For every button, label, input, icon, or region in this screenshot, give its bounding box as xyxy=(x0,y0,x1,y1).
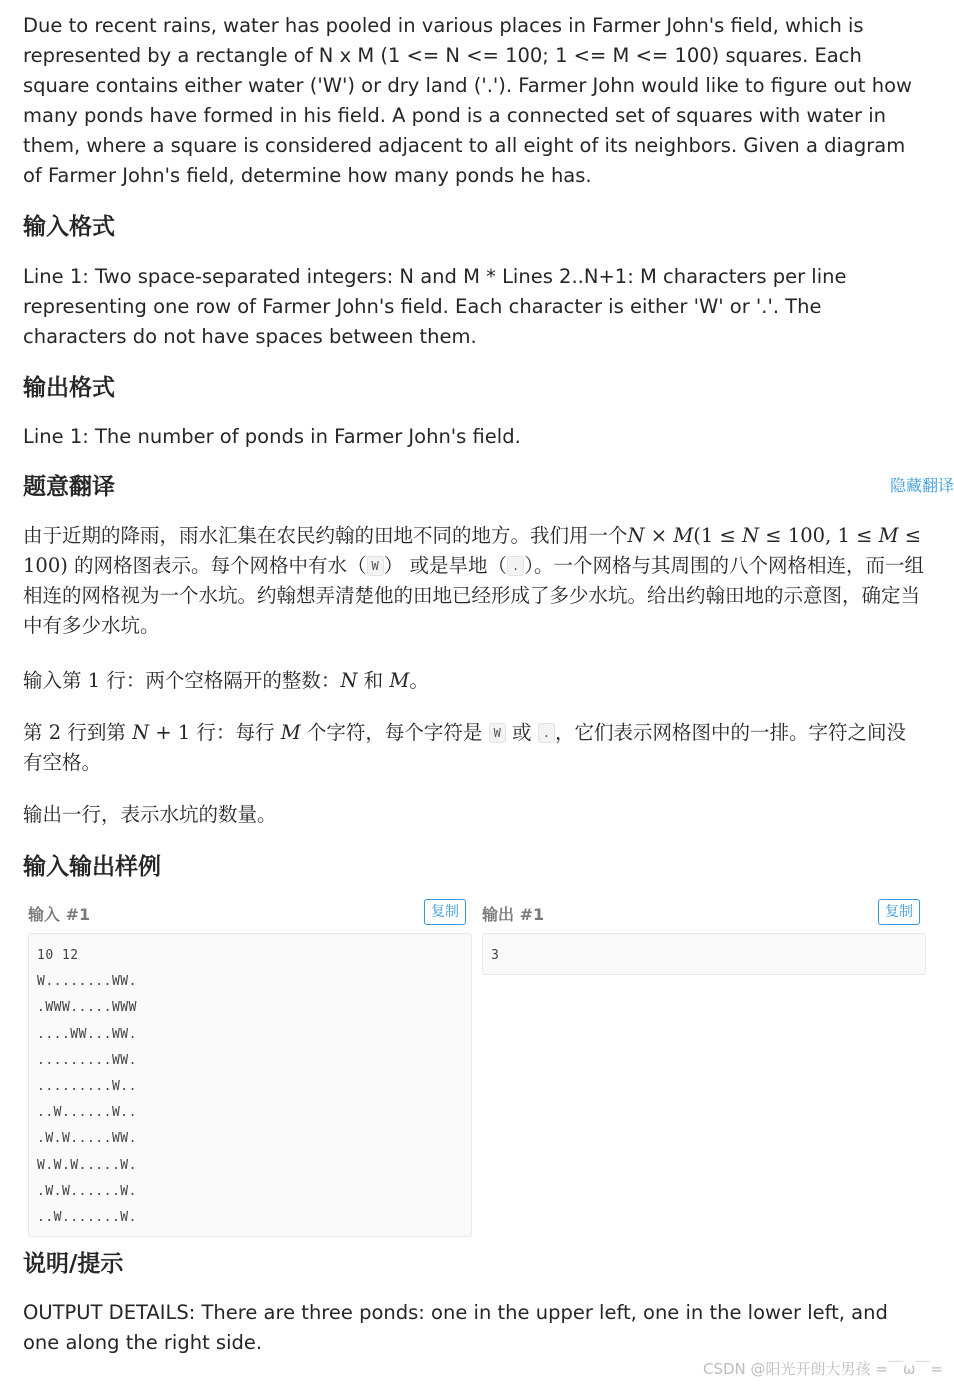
input-line: .........WW. xyxy=(37,1052,137,1068)
water-char-code: W xyxy=(367,556,384,576)
translation-text: 行：两个空格隔开的整数： xyxy=(106,669,341,692)
problem-description: Due to recent rains, water has pooled in various places in Farmer John's field, which is represented by a rectangle of N x M (1 <= N <= 100; 1 <= M <= 100) squares. Each square contains either water ('W') or dry land ('.'). Farmer John would like to figure out how many ponds have formed in his field. A pond is a connected set of squares with water in them, where a square is considered adjacent to all eight of its neighbors. Given a diagram of Farmer John's field, determine how many ponds he has. xyxy=(23,14,912,187)
output-format-heading: 输出格式 xyxy=(23,375,115,401)
math-n: N xyxy=(132,721,150,744)
input-format-text: Line 1: Two space-separated integers: N and M * Lines 2..N+1: M characters per line representing one row of Farmer John's field. Each character is either 'W' or '.'. The characters do not have spaces between them. xyxy=(23,265,847,348)
sample-output-lines xyxy=(491,943,917,969)
hint-text: OUTPUT DETAILS: There are three ponds: one in the upper left, one in the lower left, and one along the right side. xyxy=(23,1301,888,1354)
translation-text: ） 或是旱地（ xyxy=(383,554,507,577)
translation-text: 行到第 xyxy=(67,721,126,744)
input-line: .WWW.....WWW xyxy=(37,1000,137,1016)
math-plus-one: + 1 xyxy=(149,721,191,744)
math-constraints-2: ≤ 100, 1 ≤ xyxy=(759,524,879,547)
land-char-code: . xyxy=(538,723,555,743)
sample-input-lines xyxy=(37,943,463,1231)
translation-text: 由于近期的降雨，雨水汇集在农民约翰的田地不同的地方。我们用一个 xyxy=(23,524,628,547)
land-char-code: . xyxy=(507,556,524,576)
translation-paragraph-2 xyxy=(23,666,925,696)
input-line: ..W.......W. xyxy=(37,1210,137,1226)
translation-text: ，它们表示网格图中的一排。字符之间没有空格。 xyxy=(23,721,906,774)
grid-size-formula: N xyxy=(627,524,645,547)
samples-heading: 输入输出样例 xyxy=(23,854,161,880)
math-constraints-3: ≤ 100) xyxy=(23,524,922,577)
line-number: 1 xyxy=(87,669,101,692)
translation-text: 输入第 xyxy=(23,669,82,692)
hide-translation-link[interactable]: 隐藏翻译 xyxy=(889,476,954,495)
water-char-code: W xyxy=(489,723,506,743)
input-line: .W.W......W. xyxy=(37,1183,137,1199)
copy-output-button[interactable]: 复制 xyxy=(878,899,920,925)
copy-input-button[interactable]: 复制 xyxy=(424,899,466,925)
translation-text: 个字符，每个字符是 xyxy=(306,721,483,744)
sample-output-label: 输出 #1 xyxy=(482,905,545,924)
line-number: 2 xyxy=(48,721,62,744)
math-m: M xyxy=(280,721,301,744)
translation-text: ）。一个网格与其周围的八个网格相连，而一组相连的网格视为一个水坑。约翰想弄清楚他的田地已经形成了多少水坑。给出约翰田地的示意图，确定当中有多少水坑。 xyxy=(23,554,924,637)
input-line: ..W......W.. xyxy=(37,1105,137,1121)
csdn-watermark: CSDN @阳光开朗大男孩 =￣ω￣= xyxy=(702,1360,943,1378)
input-format-heading: 输入格式 xyxy=(23,214,115,240)
translation-text: 或 xyxy=(512,721,532,744)
math-n2: N xyxy=(742,524,760,547)
translation-text: 行：每行 xyxy=(196,721,275,744)
translation-text: 。 xyxy=(409,669,429,692)
sample-output-box[interactable] xyxy=(482,933,926,975)
sample-input-box[interactable] xyxy=(28,933,472,1237)
math-m: M xyxy=(673,524,694,547)
translation-text: 的网格图表示。每个网格中有水（ xyxy=(74,554,367,577)
input-line: W........WW. xyxy=(37,974,137,990)
math-m: M xyxy=(389,669,410,692)
input-line: .W.W.....WW. xyxy=(37,1131,137,1147)
output-line: 3 xyxy=(491,948,500,963)
math-n: N xyxy=(340,669,358,692)
translation-paragraph-3 xyxy=(23,718,925,778)
input-line: .........W.. xyxy=(37,1079,137,1095)
translation-heading: 题意翻译 xyxy=(23,474,115,500)
input-line: 10 12 xyxy=(37,948,79,963)
math-constraints: (1 ≤ xyxy=(693,524,743,547)
math-times: × xyxy=(650,524,668,547)
output-format-text: Line 1: The number of ponds in Farmer John's field. xyxy=(23,425,521,448)
math-m2: M xyxy=(878,524,899,547)
translation-text: 和 xyxy=(363,669,384,692)
input-line: W.W.W.....W. xyxy=(37,1157,137,1173)
translation-paragraph-1 xyxy=(23,521,925,641)
sample-input-label: 输入 #1 xyxy=(28,905,91,924)
translation-paragraph-4: 输出一行，表示水坑的数量。 xyxy=(23,803,277,826)
hint-heading: 说明/提示 xyxy=(23,1251,124,1277)
input-line: ....WW...WW. xyxy=(37,1026,137,1042)
translation-text: 第 xyxy=(23,721,43,744)
